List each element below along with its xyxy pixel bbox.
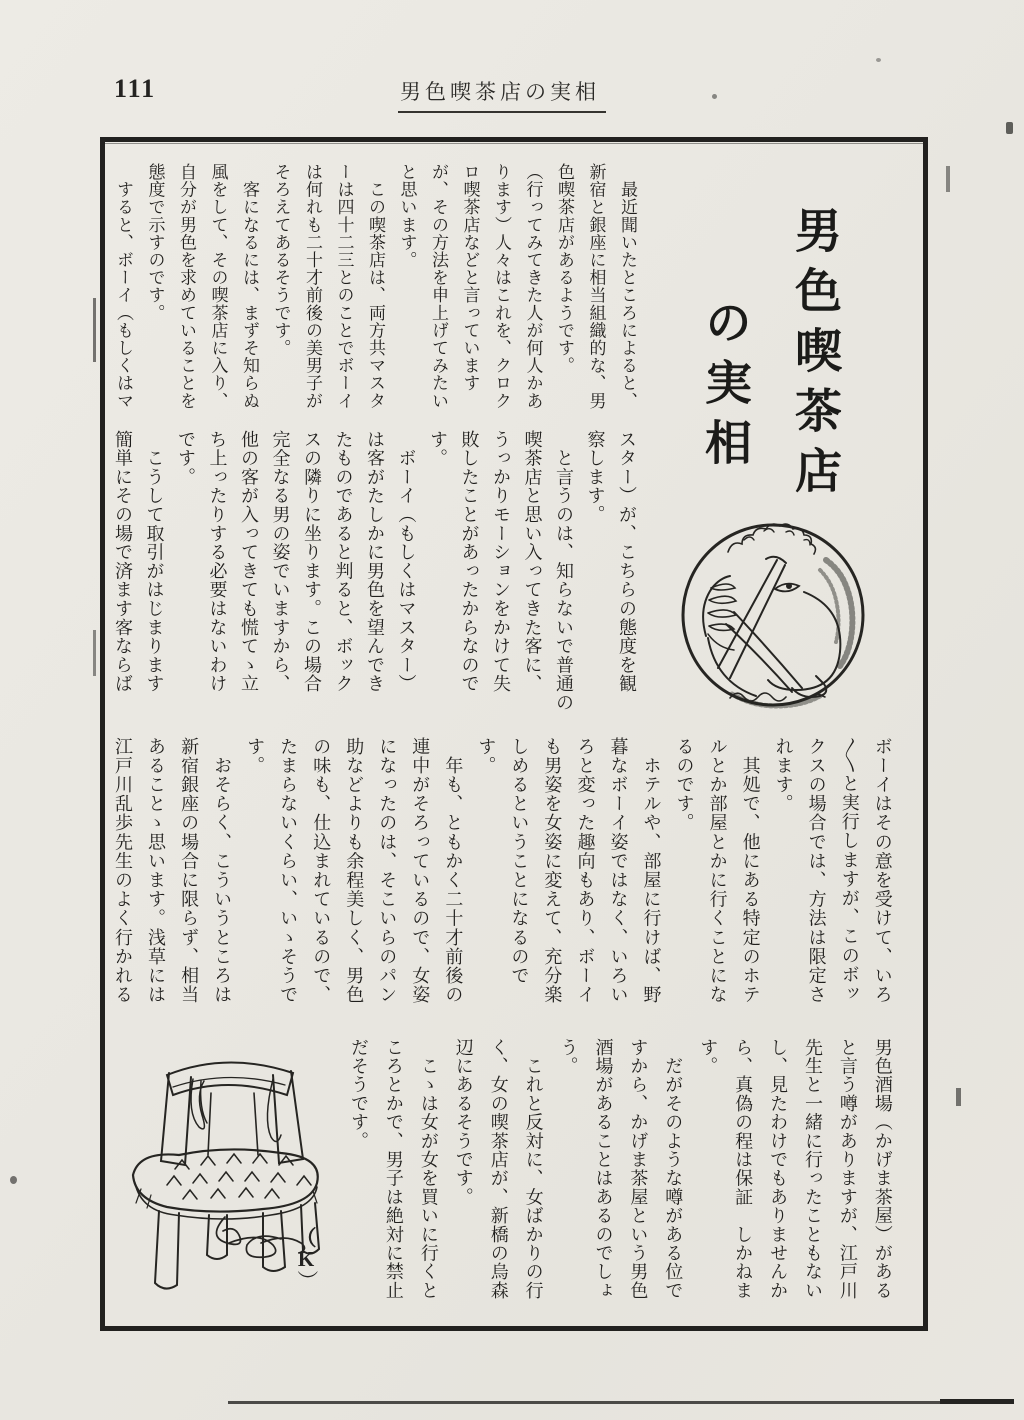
text-column: 喫茶店と思い入ってきた客に、	[522, 430, 543, 694]
text-column: すから、かげま茶屋という男色	[628, 1038, 649, 1300]
author-signature	[289, 1228, 323, 1291]
text-column: す。	[245, 737, 266, 776]
text-column: ります）人々はこれを、クロク	[492, 163, 511, 410]
text-column: く、女の喫茶店が、新橋の烏森	[488, 1038, 509, 1300]
text-column: おそらく、こういうところは	[212, 737, 233, 1005]
text-column: 簡単にその場で済ます客ならば	[113, 430, 133, 694]
article-title-line1: 男色喫茶店	[788, 206, 840, 506]
scan-artifact	[956, 1088, 961, 1106]
page-number: 111	[114, 74, 157, 103]
text-column: だがそのような噂がある位で	[663, 1038, 684, 1300]
article-frame	[100, 137, 928, 1331]
text-column: ら、真偽の程は保証 しかねま	[733, 1038, 754, 1300]
scan-artifact	[946, 166, 950, 192]
text-column: たまらないくらい、いゝそうで	[278, 737, 299, 1005]
text-column: 年も、ともかく二十才前後の	[443, 737, 464, 1005]
text-column: 察します。	[585, 430, 606, 524]
text-column: るのです。	[674, 737, 695, 833]
text-band-upper-a	[112, 163, 636, 427]
text-column: と言うのは、知らないで普通の	[554, 430, 574, 712]
text-column: 色喫茶店があるようです。	[555, 163, 574, 375]
text-column: ろと変った趣向もあり、ボーイ	[575, 737, 596, 1005]
text-column: スの隣りに坐ります。この場合	[302, 430, 322, 694]
signature-char: （	[295, 1226, 317, 1250]
text-column: 江戸川乱歩先生のよく行かれる	[113, 737, 133, 1005]
text-column: しめるということになるので	[509, 737, 530, 986]
text-column: ロ喫茶店などと言っています	[460, 163, 480, 392]
signature-char: ）	[294, 1270, 319, 1291]
text-column: 新宿銀座の場合に限らず、相当	[179, 737, 200, 1005]
text-column: す。	[698, 1038, 719, 1076]
scan-artifact	[1006, 122, 1013, 134]
text-column: こゝは女が女を買いに行くと	[418, 1038, 439, 1300]
text-column: ボーイはその意を受けて、いろ	[872, 737, 893, 1005]
text-column: 客になるには、まずそ知らぬ	[240, 163, 259, 410]
scan-artifact	[93, 298, 96, 362]
text-column: です。	[176, 430, 196, 487]
text-column: 助などよりも余程美しく、男色	[344, 737, 365, 1005]
text-column: あることゝ思います。浅草には	[146, 737, 167, 1005]
text-column: 其処で、他にある特定のホテ	[740, 737, 761, 1005]
text-column: 風をして、その喫茶店に入り、	[208, 163, 228, 410]
article-title-line2: の実相	[698, 298, 750, 478]
text-column: す。	[428, 430, 448, 468]
scan-artifact	[10, 1176, 17, 1184]
text-column: これと反対に、女ばかりの行	[523, 1038, 544, 1300]
text-column: ボーイ（もしくはマスター）	[396, 430, 417, 694]
text-column: し、見たわけでもありませんか	[768, 1038, 789, 1300]
scan-artifact	[940, 1399, 1014, 1404]
text-column: ち上ったりする必要はないわけ	[207, 430, 228, 694]
text-column: 完全なる男の姿でいますから、	[270, 430, 291, 694]
text-column: たものであると判ると、ボック	[333, 430, 354, 694]
text-column: 態度で示すのです。	[145, 163, 165, 322]
text-column: そろえてあるそうです。	[271, 163, 291, 357]
scan-artifact	[93, 630, 96, 676]
text-column: 暮なボーイ姿ではなく、いろい	[608, 737, 629, 1005]
text-column: う。	[558, 1038, 579, 1076]
text-column: は何れも二十才前後の美男子が	[303, 163, 322, 410]
text-band-upper-b	[112, 430, 636, 728]
text-column: になったのは、そこいらのパン	[377, 737, 398, 1005]
text-column: ホテルや、部屋に行けば、野	[641, 737, 662, 1005]
text-column: 敗したことがあったからなので	[459, 430, 480, 694]
text-column: と言う噂がありますが、江戸川	[837, 1038, 858, 1300]
scan-artifact	[876, 58, 881, 62]
text-column: 他の客が入ってきても慌てゝ立	[239, 430, 259, 694]
scan-artifact	[712, 94, 717, 99]
text-column: も男姿を女姿に変えて、充分楽	[542, 737, 563, 1005]
crouching-figure-illustration	[678, 518, 868, 714]
text-column: す。	[476, 737, 497, 776]
text-column: 〱と実行しますが、このボッ	[839, 737, 860, 1004]
text-column: ころとかで、男子は絶対に禁止	[383, 1038, 404, 1300]
text-column: この喫茶店は、両方共マスタ	[366, 163, 385, 410]
text-column: スター）が、こちらの態度を観	[617, 430, 637, 694]
running-header: 男色喫茶店の実相	[398, 76, 606, 113]
text-column: 酒場があることはあるのでしょ	[593, 1038, 614, 1300]
text-column: だそうです。	[349, 1038, 369, 1151]
scan-artifact	[228, 1401, 1008, 1404]
text-column: （行ってみてきた人が何人かあ	[523, 163, 543, 410]
text-column: ルとか部屋とかに行くことにな	[707, 737, 728, 1005]
text-column: 男色酒場（かげま茶屋）がある	[872, 1038, 893, 1300]
text-column: の味も、仕込まれているので、	[311, 737, 332, 1005]
text-column: すると、ボーイ（もしくはマ	[114, 163, 133, 410]
text-column: は客がたしかに男色を望んでき	[365, 430, 385, 694]
text-column: と思います。	[397, 163, 417, 269]
text-column: こうして取引がはじまります	[144, 430, 165, 694]
text-column: 自分が男色を求めていることを	[177, 163, 196, 410]
text-band-lower-d	[348, 1038, 892, 1322]
text-column: 辺にあるそうです。	[453, 1038, 474, 1207]
text-column: クスの場合では、方法は限定さ	[806, 737, 827, 1005]
text-column: うっかりモーションをかけて失	[491, 430, 511, 694]
text-column: 連中がそろっているので、女姿	[410, 737, 431, 1005]
text-column: 先生と一緒に行ったこともない	[802, 1038, 823, 1300]
text-column: が、その方法を申上げてみたい	[429, 163, 448, 410]
text-band-lower-c	[112, 737, 892, 1035]
text-column: 最近聞いたところによると、	[618, 163, 637, 410]
text-column: ーは四十二三とのことでボーイ	[334, 163, 354, 410]
text-column: れます。	[773, 737, 794, 814]
text-column: 新宿と銀座に相当組織的な、男	[586, 163, 606, 410]
signature-char: K	[297, 1247, 315, 1271]
